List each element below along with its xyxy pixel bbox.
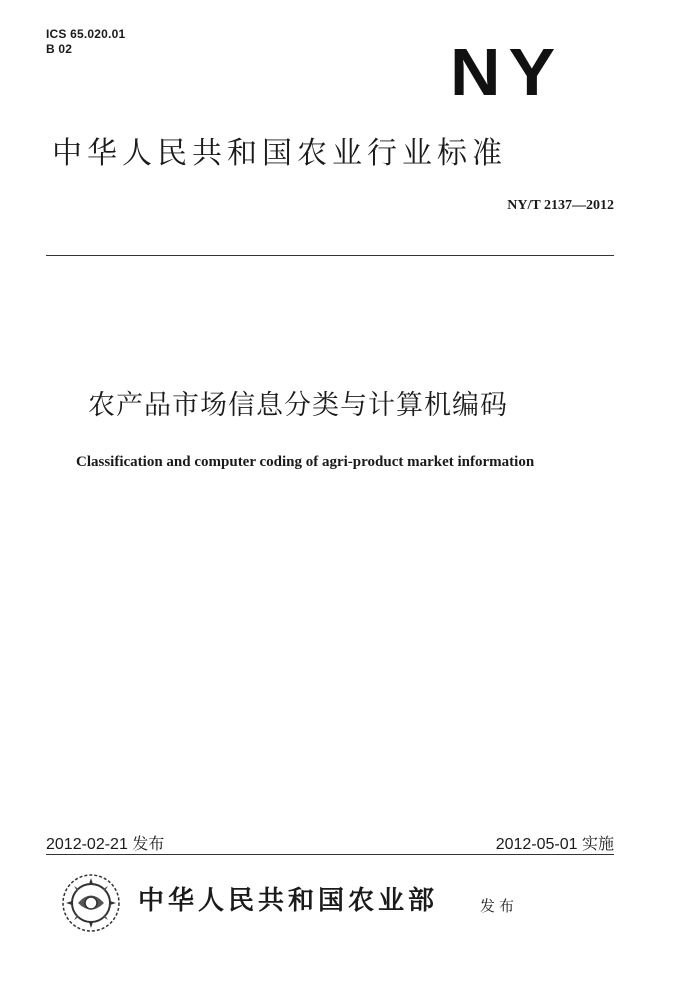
header-divider (46, 255, 614, 256)
standard-mark: NY (450, 34, 564, 110)
ministry-emblem-icon (60, 872, 122, 934)
document-title-cn: 农产品市场信息分类与计算机编码 (88, 390, 508, 421)
implementation-date: 2012-05-01 实施 (495, 836, 614, 853)
ccs-code: B 02 (46, 42, 73, 56)
footer-divider (46, 854, 614, 855)
ics-code: ICS 65.020.01 (46, 27, 126, 41)
issue-date: 2012-02-21 发布 (46, 836, 165, 853)
document-title-en: Classification and computer coding of agri-product market information (76, 454, 535, 470)
standard-number: NY/T 2137—2012 (507, 198, 614, 213)
issuing-authority: 中华人民共和国农业部 (138, 886, 439, 916)
issuing-action-label: 发布 (480, 897, 519, 915)
standard-title: 中华人民共和国农业行业标准 (52, 136, 507, 171)
